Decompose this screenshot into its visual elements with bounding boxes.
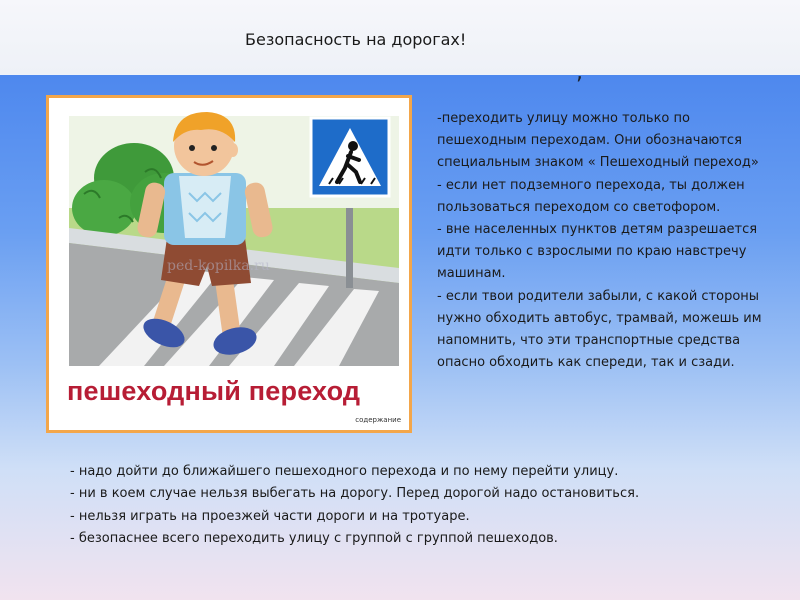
- rule-item: - надо дойти до ближайшего пешеходного перехода и по нему перейти улицу.: [70, 464, 619, 479]
- stray-mark: ,: [576, 60, 583, 85]
- rules-right-column: [437, 108, 782, 374]
- pedestrian-crossing-sign-icon: [311, 118, 389, 196]
- watermark: ped-kopilka.ru: [167, 258, 270, 274]
- rules-bottom-list: [70, 461, 790, 551]
- rule-item: - вне населенных пунктов детям разрешается идти только с взрослыми по краю навстречу машинам.: [437, 222, 758, 282]
- illustration-caption: пешеходный переход: [67, 376, 361, 406]
- illustration-footer-label: содержание: [355, 416, 401, 424]
- sign-post: [346, 208, 353, 288]
- rule-item: - ни в коем случае нельзя выбегать на дорогу. Перед дорогой надо остановиться.: [70, 486, 640, 502]
- rule-item: - если твои родители забыли, с какой стороны нужно обходить автобус, трамвай, можешь им напомнить, что эти транспортные средства опасно обходить как спереди, так и сзади.: [437, 288, 762, 371]
- pedestrian-crossing-illustration: [46, 95, 412, 433]
- rule-item: - нельзя играть на проезжей части дороги и на тротуаре.: [70, 508, 470, 524]
- rule-item: -переходить улицу можно только по пешеходным переходам. Они обозначаются специальным знаком « Пешеходный переход»: [437, 111, 759, 171]
- rule-item: - если нет подземного перехода, ты должен пользоваться переходом со светофором.: [437, 177, 745, 215]
- rule-item: - безопаснее всего переходить улицу с группой с группой пешеходов.: [70, 531, 558, 547]
- page-title: Безопасность на дорогах!: [245, 30, 467, 49]
